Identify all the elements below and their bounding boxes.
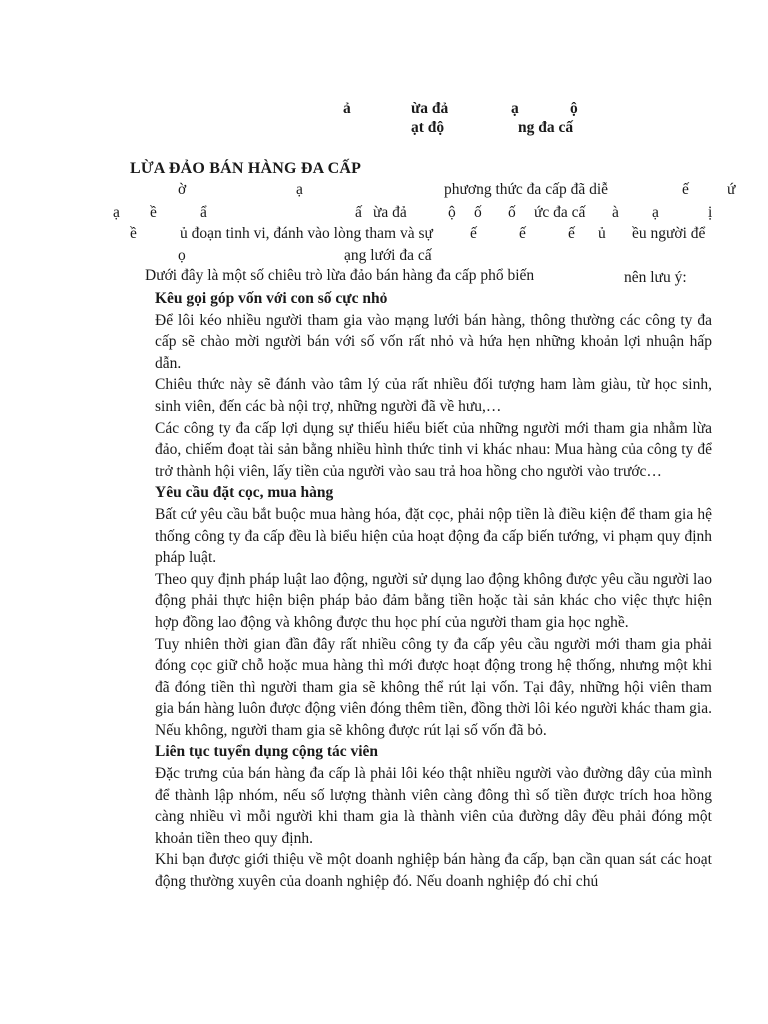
intro-lead-text: Dưới đây là một số chiêu trò lừa đảo bán hàng đa cấp phổ biến (145, 267, 535, 284)
header-fragment: ng đa cấ (518, 119, 574, 136)
intro-fragment: ủ (598, 225, 606, 242)
header-fragment: ạ (511, 100, 519, 117)
header-fragment: ộ (570, 100, 578, 117)
intro-fragment: ấ (355, 204, 362, 221)
intro-fragment: ề (150, 204, 157, 221)
paragraph: Đặc trưng của bán hàng đa cấp là phải lôi kéo thật nhiều người vào đường dây của mình để thành lập nhóm, nếu số lượng thành viên càng đông thì số tiền được trích hoa hồng càng nhiều vì mỗi người khi tham gia là thành viên của đường dây đều phải đóng một khoản tiền theo quy định. (155, 765, 712, 847)
document-body (155, 288, 712, 893)
intro-fragment: à (612, 204, 619, 221)
header-fragment: ạt độ (411, 119, 445, 136)
section-heading: Yêu cầu đặt cọc, mua hàng (155, 484, 334, 502)
intro-fragment: ủ đoạn tinh vi, đánh vào lòng tham và sự (180, 225, 433, 242)
intro-fragment: ừa đả (373, 204, 407, 221)
intro-fragment: ều người để (632, 225, 706, 242)
intro-fragment: ố (474, 204, 482, 221)
intro-fragment: ế (568, 225, 575, 242)
header-fragment: ả (343, 100, 351, 117)
header-fragment: ừa đả (411, 100, 449, 117)
page-title: LỪA ĐẢO BÁN HÀNG ĐA CẤP (130, 160, 362, 177)
intro-fragment: ạ (296, 181, 303, 198)
intro-fragment: ẩ (200, 204, 207, 221)
intro-fragment: ạ (652, 204, 659, 221)
intro-fragment: ọ (178, 247, 186, 264)
section-heading: Liên tục tuyển dụng cộng tác viên (155, 743, 379, 761)
section-heading: Kêu gọi góp vốn với con số cực nhỏ (155, 290, 388, 307)
intro-fragment: ức đa cấ (534, 204, 586, 221)
intro-fragment: ề (130, 225, 137, 242)
intro-fragment: ế (470, 225, 477, 242)
intro-fragment: phương thức đa cấp đã diễ (444, 181, 609, 198)
paragraph: Khi bạn được giới thiệu về một doanh nghiệp bán hàng đa cấp, bạn cần quan sát các hoạt động thường xuyên của doanh nghiệp đó. Nếu doanh nghiệp đó chỉ chú (155, 851, 712, 891)
paragraph: Để lôi kéo nhiều người tham gia vào mạng lưới bán hàng, thông thường các công ty đa cấp sẽ chào mời người bán với số vốn rất nhỏ và hứa hẹn những khoản lợi nhuận hấp dẫn. (155, 311, 712, 372)
paragraph: Tuy nhiên thời gian đần đây rất nhiều công ty đa cấp yêu cầu người mới tham gia phải đóng cọc giữ chỗ hoặc mua hàng thì mới được hoạt động trong hệ thống, nhưng một khi đã đóng tiền thì người tham gia sẽ không thể rút lại vốn. Tại đây, những hội viên tham gia bán hàng luôn được động viên đóng thêm tiền, đồng thời lôi kéo người khác tham gia. Nếu không, người tham gia sẽ không được rút lại số vốn đã bỏ. (155, 635, 712, 739)
intro-fragment: ờ (178, 181, 187, 198)
intro-fragment: ế (682, 181, 689, 198)
intro-fragment: ạ (113, 204, 120, 221)
paragraph: Chiêu thức này sẽ đánh vào tâm lý của rất nhiều đối tượng ham làm giàu, từ học sinh, sinh viên, đến các bà nội trợ, những người đã về hưu,… (155, 376, 712, 415)
intro-fragment: nên lưu ý: (624, 269, 687, 286)
paragraph: Các công ty đa cấp lợi dụng sự thiếu hiểu biết của những người mới tham gia nhằm lừa đảo, chiếm đoạt tài sản bằng nhiều hình thức tinh vi khác nhau: Mua hàng của công ty để trở thành hội viên, lấy tiền của người vào sau trả hoa hồng cho người vào trước… (155, 419, 712, 480)
intro-fragment: ị (708, 204, 713, 221)
intro-fragment: ộ (448, 204, 456, 221)
intro-fragment: ố (508, 204, 516, 221)
intro-fragment: ứ (727, 181, 736, 198)
paragraph: Theo quy định pháp luật lao động, người sử dụng lao động không được yêu cầu người lao động phải thực hiện biện pháp bảo đảm bằng tiền hoặc tài sản khác cho việc thực hiện hợp đồng lao động và không được thu học phí của người tham gia học nghề. (155, 570, 712, 631)
paragraph: Bất cứ yêu cầu bắt buộc mua hàng hóa, đặt cọc, phải nộp tiền là điều kiện để tham gia hệ thống công ty đa cấp đều là biểu hiện của hoạt động đa cấp biến tướng, vi phạm quy định pháp luật. (155, 505, 712, 567)
intro-fragment: ạng lưới đa cấ (344, 247, 432, 264)
intro-fragment: ế (519, 225, 526, 242)
